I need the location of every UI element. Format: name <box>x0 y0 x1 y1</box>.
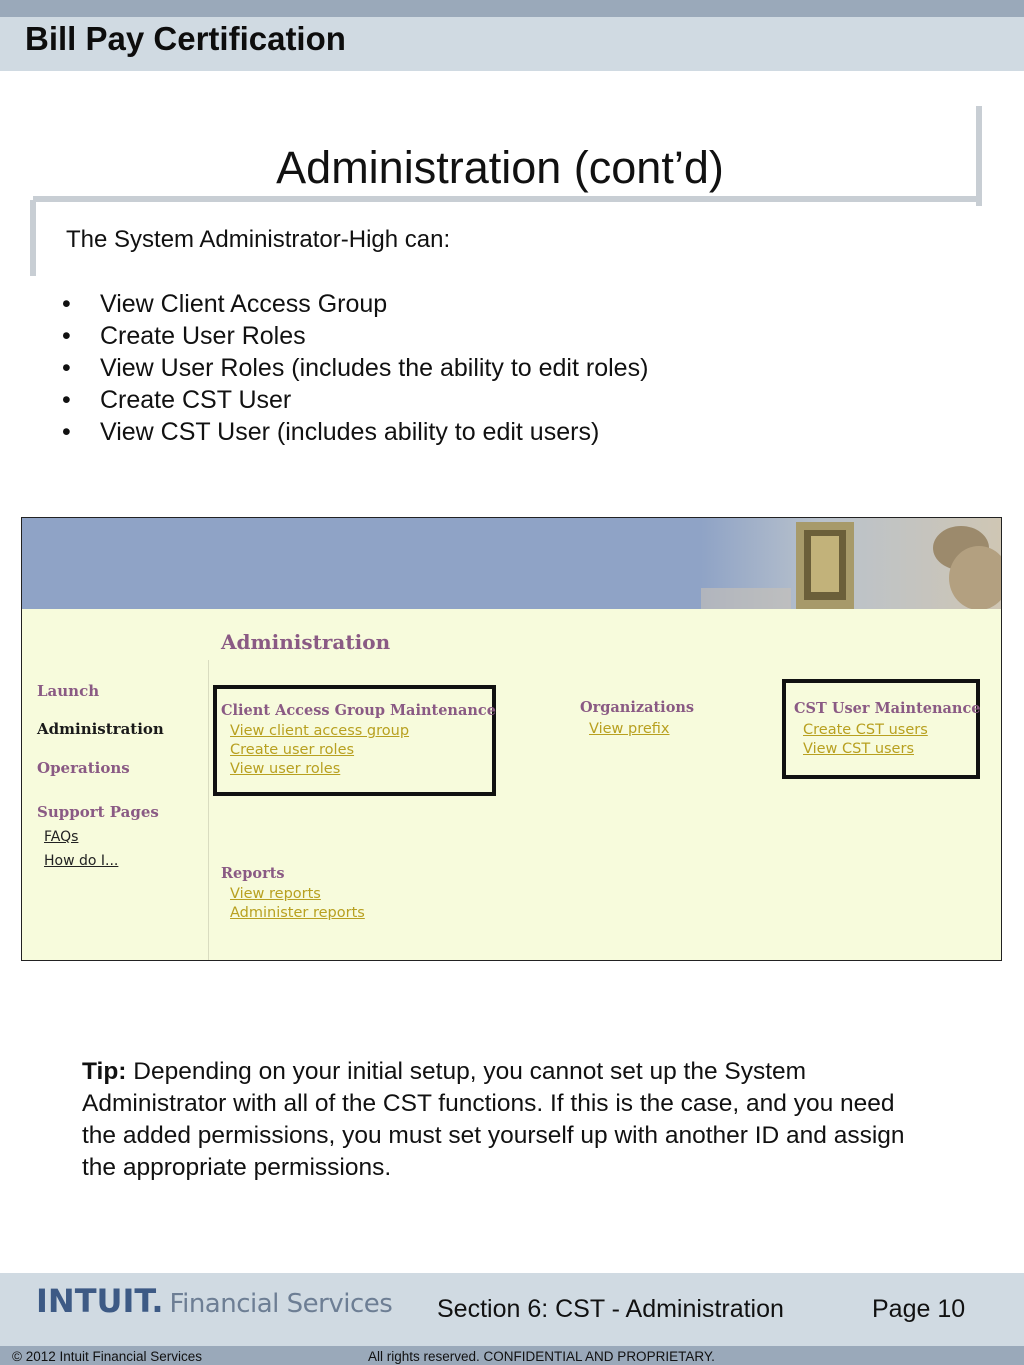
list-item-text: View User Roles (includes the ability to edit roles) <box>100 354 649 382</box>
logo-subtitle: Financial Services <box>169 1289 393 1319</box>
title-frame-left <box>30 200 36 276</box>
nav-how-do-i-link[interactable]: How do I... <box>44 853 119 869</box>
create-cst-users-link[interactable]: Create CST users <box>803 722 928 738</box>
bullet-icon: • <box>62 322 71 350</box>
list-item-text: Create User Roles <box>100 322 306 350</box>
list-item <box>62 288 648 320</box>
view-prefix-link[interactable]: View prefix <box>589 721 670 737</box>
rights-text: All rights reserved. CONFIDENTIAL AND PROPRIETARY. <box>368 1349 715 1364</box>
list-item <box>62 352 648 384</box>
section-label: Section 6: CST - Administration <box>437 1295 784 1323</box>
client-access-heading: Client Access Group Maintenance <box>221 702 496 719</box>
tip-body: Depending on your initial setup, you cannot set up the System Administrator with all of the CST functions. If this is the case, and you need the added permissions, you must set yourself up with another ID and assign the appropriate permissions. <box>82 1058 905 1181</box>
copyright-text: © 2012 Intuit Financial Services <box>12 1349 203 1364</box>
bullet-icon: • <box>62 418 71 446</box>
capability-list <box>62 288 648 448</box>
view-reports-link[interactable]: View reports <box>230 886 321 902</box>
page-number: Page 10 <box>872 1295 966 1323</box>
banner-photo-image <box>701 518 1001 609</box>
tip-label: Tip: <box>82 1058 127 1085</box>
nav-faqs-link[interactable]: FAQs <box>44 829 79 845</box>
view-cst-users-link[interactable]: View CST users <box>803 741 914 757</box>
nav-divider <box>208 660 209 960</box>
top-strip <box>0 0 1024 17</box>
create-user-roles-link[interactable]: Create user roles <box>230 742 355 758</box>
app-page-heading: Administration <box>221 630 391 654</box>
administer-reports-link[interactable]: Administer reports <box>230 905 365 921</box>
bullet-icon: • <box>62 354 71 382</box>
nav-administration[interactable]: Administration <box>37 720 164 738</box>
reports-heading: Reports <box>221 865 285 882</box>
slide-title: Administration (cont’d) <box>276 142 724 193</box>
bullet-icon: • <box>62 386 71 414</box>
logo-wordmark: INTUIT. <box>36 1282 164 1320</box>
organizations-heading: Organizations <box>580 699 695 716</box>
tip-text <box>82 1056 922 1184</box>
list-item-text: Create CST User <box>100 386 292 414</box>
header-title: Bill Pay Certification <box>25 20 346 57</box>
nav-operations[interactable]: Operations <box>37 759 130 777</box>
bullet-icon: • <box>62 290 71 318</box>
intuit-logo <box>36 1282 392 1322</box>
list-item-text: View CST User (includes ability to edit users) <box>100 418 600 446</box>
app-banner <box>22 518 1001 609</box>
list-item <box>62 320 648 352</box>
list-item <box>62 384 648 416</box>
nav-support-pages: Support Pages <box>37 803 159 821</box>
list-item-text: View Client Access Group <box>100 290 388 318</box>
nav-launch[interactable]: Launch <box>37 682 100 700</box>
intro-text: The System Administrator-High can: <box>66 226 451 253</box>
list-item <box>62 416 648 448</box>
title-frame-bottom <box>33 196 982 202</box>
cst-user-heading: CST User Maintenance <box>794 700 981 717</box>
admin-app-screenshot <box>21 517 1002 961</box>
view-client-access-group-link[interactable]: View client access group <box>230 723 410 739</box>
view-user-roles-link[interactable]: View user roles <box>230 761 341 777</box>
